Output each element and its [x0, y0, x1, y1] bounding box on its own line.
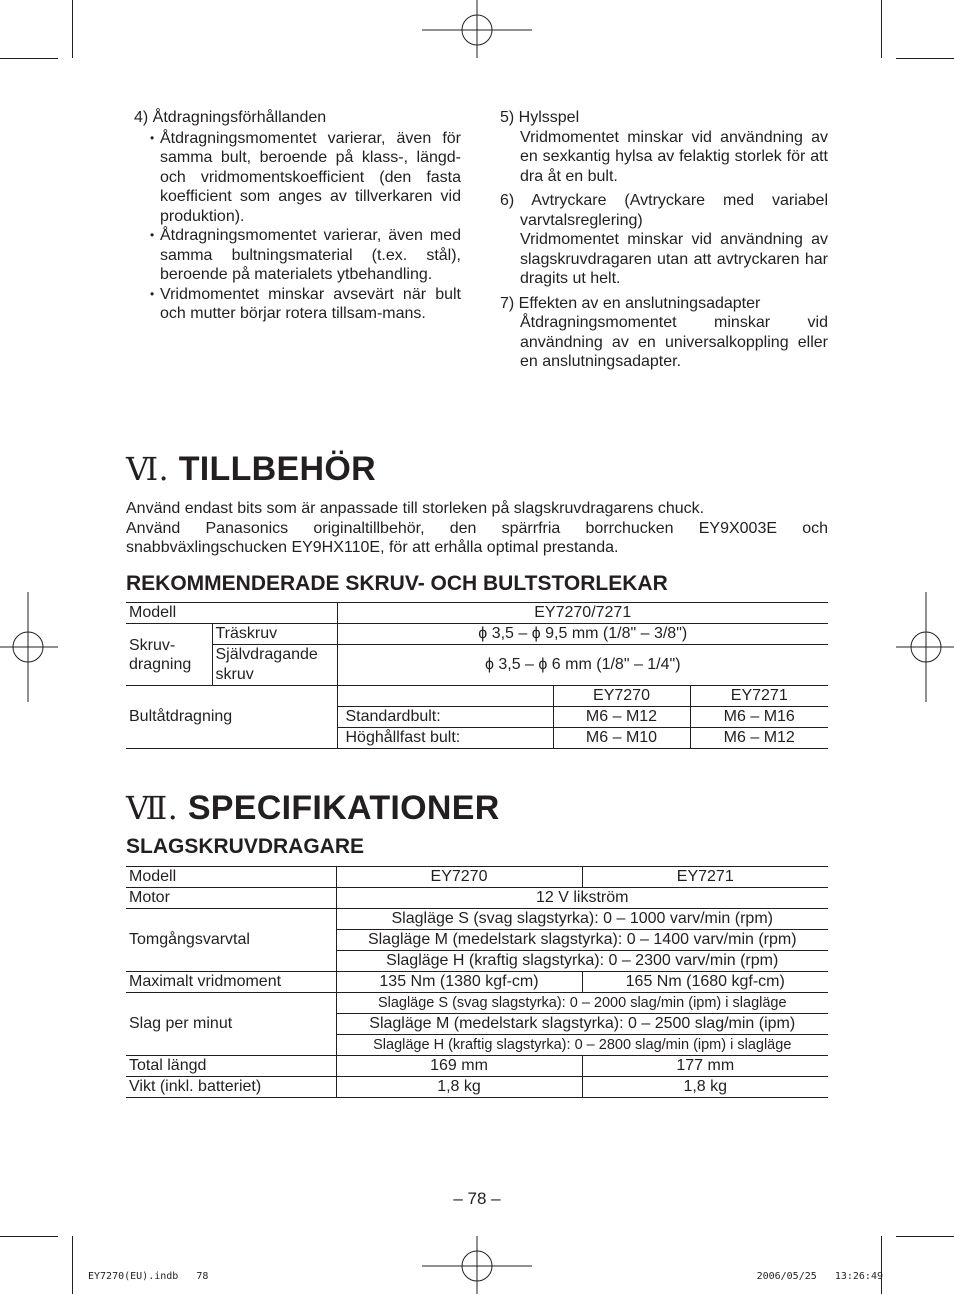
slag-value: Slagläge S (svag slagstyrka): 0 – 2000 slag/min (ipm) i slagläge: [336, 993, 828, 1014]
right-column: [500, 108, 828, 372]
spec-label: Tomgångsvarvtal: [126, 909, 336, 972]
crop-mark: [896, 58, 954, 59]
motor-value: 12 V likström: [336, 888, 828, 909]
tomgang-value: Slagläge H (kraftig slagstyrka): 0 – 2300 varv/min (rpm): [336, 951, 828, 972]
skruv-label: Skruv-dragning: [126, 624, 212, 686]
item-4-label: 4) Åtdragningsförhållanden: [134, 109, 327, 126]
crop-mark: [72, 0, 73, 58]
item-5: [500, 108, 828, 186]
langd-a: 169 mm: [336, 1056, 582, 1077]
crop-mark: [0, 58, 58, 59]
crop-mark: [896, 1236, 954, 1237]
item-label: 5) Hylsspel: [500, 109, 580, 126]
model-a: EY7270: [336, 867, 582, 888]
item-text: Vridmomentet minskar vid användning av slagskruvdragaren utan att avtryckaren har dragits ut helt.: [520, 231, 828, 287]
spec-label: Vikt (inkl. batteriet): [126, 1077, 336, 1098]
footer-file: EY7270(EU).indb 78: [88, 1271, 209, 1282]
crop-mark: [0, 1236, 58, 1237]
section-heading-specifikationer: [126, 789, 500, 828]
registration-mark-top: [422, 0, 532, 60]
empty-cell: [337, 686, 553, 707]
modell-label: Modell: [126, 603, 337, 624]
item-text: Vridmomentet minskar vid användning av en sexkantig hylsa av felaktig storlek för att dra åt en bult.: [520, 128, 828, 185]
vrid-a: 135 Nm (1380 kgf-cm): [336, 972, 582, 993]
subheading-slagskruvdragare: SLAGSKRUVDRAGARE: [126, 835, 365, 858]
item-6: [500, 191, 828, 289]
bult-label: Bultåtdragning: [126, 686, 337, 749]
row-value-a: M6 – M12: [553, 707, 690, 728]
section-title: TILLBEHÖR: [178, 450, 376, 488]
screw-size-table: [126, 602, 828, 749]
registration-mark-left: [0, 592, 58, 702]
spec-label: Maximalt vridmoment: [126, 972, 336, 993]
vikt-b: 1,8 kg: [582, 1077, 828, 1098]
intro-line: Använd Panasonics originaltillbehör, den spärrfria borrchucken EY9X003E och snabbväxlingschucken EY9HX110E, för att erhålla optimal prestanda.: [126, 519, 828, 556]
tomgang-value: Slagläge M (medelstark slagstyrka): 0 – 1400 varv/min (rpm): [336, 930, 828, 951]
footer-datetime: 2006/05/25 13:26:49: [756, 1271, 883, 1282]
spec-label: Modell: [126, 867, 336, 888]
sjalv-value: ϕ 3,5 – ϕ 6 mm (1/8" – 1/4"): [337, 645, 828, 686]
row-value-b: M6 – M16: [690, 707, 828, 728]
crop-mark: [881, 0, 882, 58]
registration-mark-right: [896, 592, 954, 702]
item-7: [500, 294, 828, 372]
item-label: 6) Avtryckare (Avtryckare med variabel varvtalsreglering): [500, 192, 828, 229]
model-b: EY7271: [582, 867, 828, 888]
bullet-item: • Vridmomentet minskar avsevärt när bult och mutter börjar rotera tillsam-mans.: [150, 285, 461, 324]
row-value-b: M6 – M12: [690, 728, 828, 749]
crop-mark: [881, 1236, 882, 1294]
section-title: SPECIFIKATIONER: [187, 789, 500, 827]
slag-value: Slagläge H (kraftig slagstyrka): 0 – 2800 slag/min (ipm) i slagläge: [336, 1035, 828, 1056]
item-label: 7) Effekten av en anslutningsadapter: [500, 294, 761, 312]
item-text: Åtdragningsmomentet minskar vid användning av en universalkoppling eller en anslutningsadapter.: [520, 314, 828, 370]
row-label: Standardbult:: [337, 707, 553, 728]
section-heading-tillbehor: [126, 450, 376, 489]
langd-b: 177 mm: [582, 1056, 828, 1077]
bullet-item: • Åtdragningsmomentet varierar, även med samma bultningsmaterial (t.ex. stål), beroende på materialets ytbehandling.: [150, 226, 461, 285]
traskruv-label: Träskruv: [212, 624, 337, 645]
subheading-screw-sizes: REKOMMENDERADE SKRUV- OCH BULTSTORLEKAR: [126, 572, 668, 595]
traskruv-value: ϕ 3,5 – ϕ 9,5 mm (1/8" – 3/8"): [337, 624, 828, 645]
col-header-a: EY7270: [553, 686, 690, 707]
specifications-table: [126, 866, 828, 1098]
bullet-item: • Åtdragningsmomentet varierar, även för samma bult, beroende på klass-, längd- och vridmomentskoefficient (den fasta koefficient som anges av tillverkaren vid produktion).: [150, 129, 461, 227]
row-label: Höghållfast bult:: [337, 728, 553, 749]
slag-value: Slagläge M (medelstark slagstyrka): 0 – 2500 slag/min (ipm): [336, 1014, 828, 1035]
intro-line: Använd endast bits som är anpassade till storleken på slagskruvdragarens chuck.: [126, 500, 705, 517]
left-column: [134, 108, 461, 324]
col-header-b: EY7271: [690, 686, 828, 707]
spec-label: Total längd: [126, 1056, 336, 1077]
spec-label: Motor: [126, 888, 336, 909]
roman-numeral: Ⅵ.: [126, 450, 169, 488]
modell-value: EY7270/7271: [337, 603, 828, 624]
section-intro: [126, 499, 828, 558]
page-number: – 78 –: [453, 1189, 501, 1208]
roman-numeral: Ⅶ.: [126, 789, 179, 827]
tomgang-value: Slagläge S (svag slagstyrka): 0 – 1000 varv/min (rpm): [336, 909, 828, 930]
row-value-a: M6 – M10: [553, 728, 690, 749]
registration-mark-bottom: [422, 1236, 532, 1294]
vrid-b: 165 Nm (1680 kgf-cm): [582, 972, 828, 993]
vikt-a: 1,8 kg: [336, 1077, 582, 1098]
sjalv-label: Självdragande skruv: [212, 645, 337, 686]
spec-label: Slag per minut: [126, 993, 336, 1056]
crop-mark: [72, 1236, 73, 1294]
